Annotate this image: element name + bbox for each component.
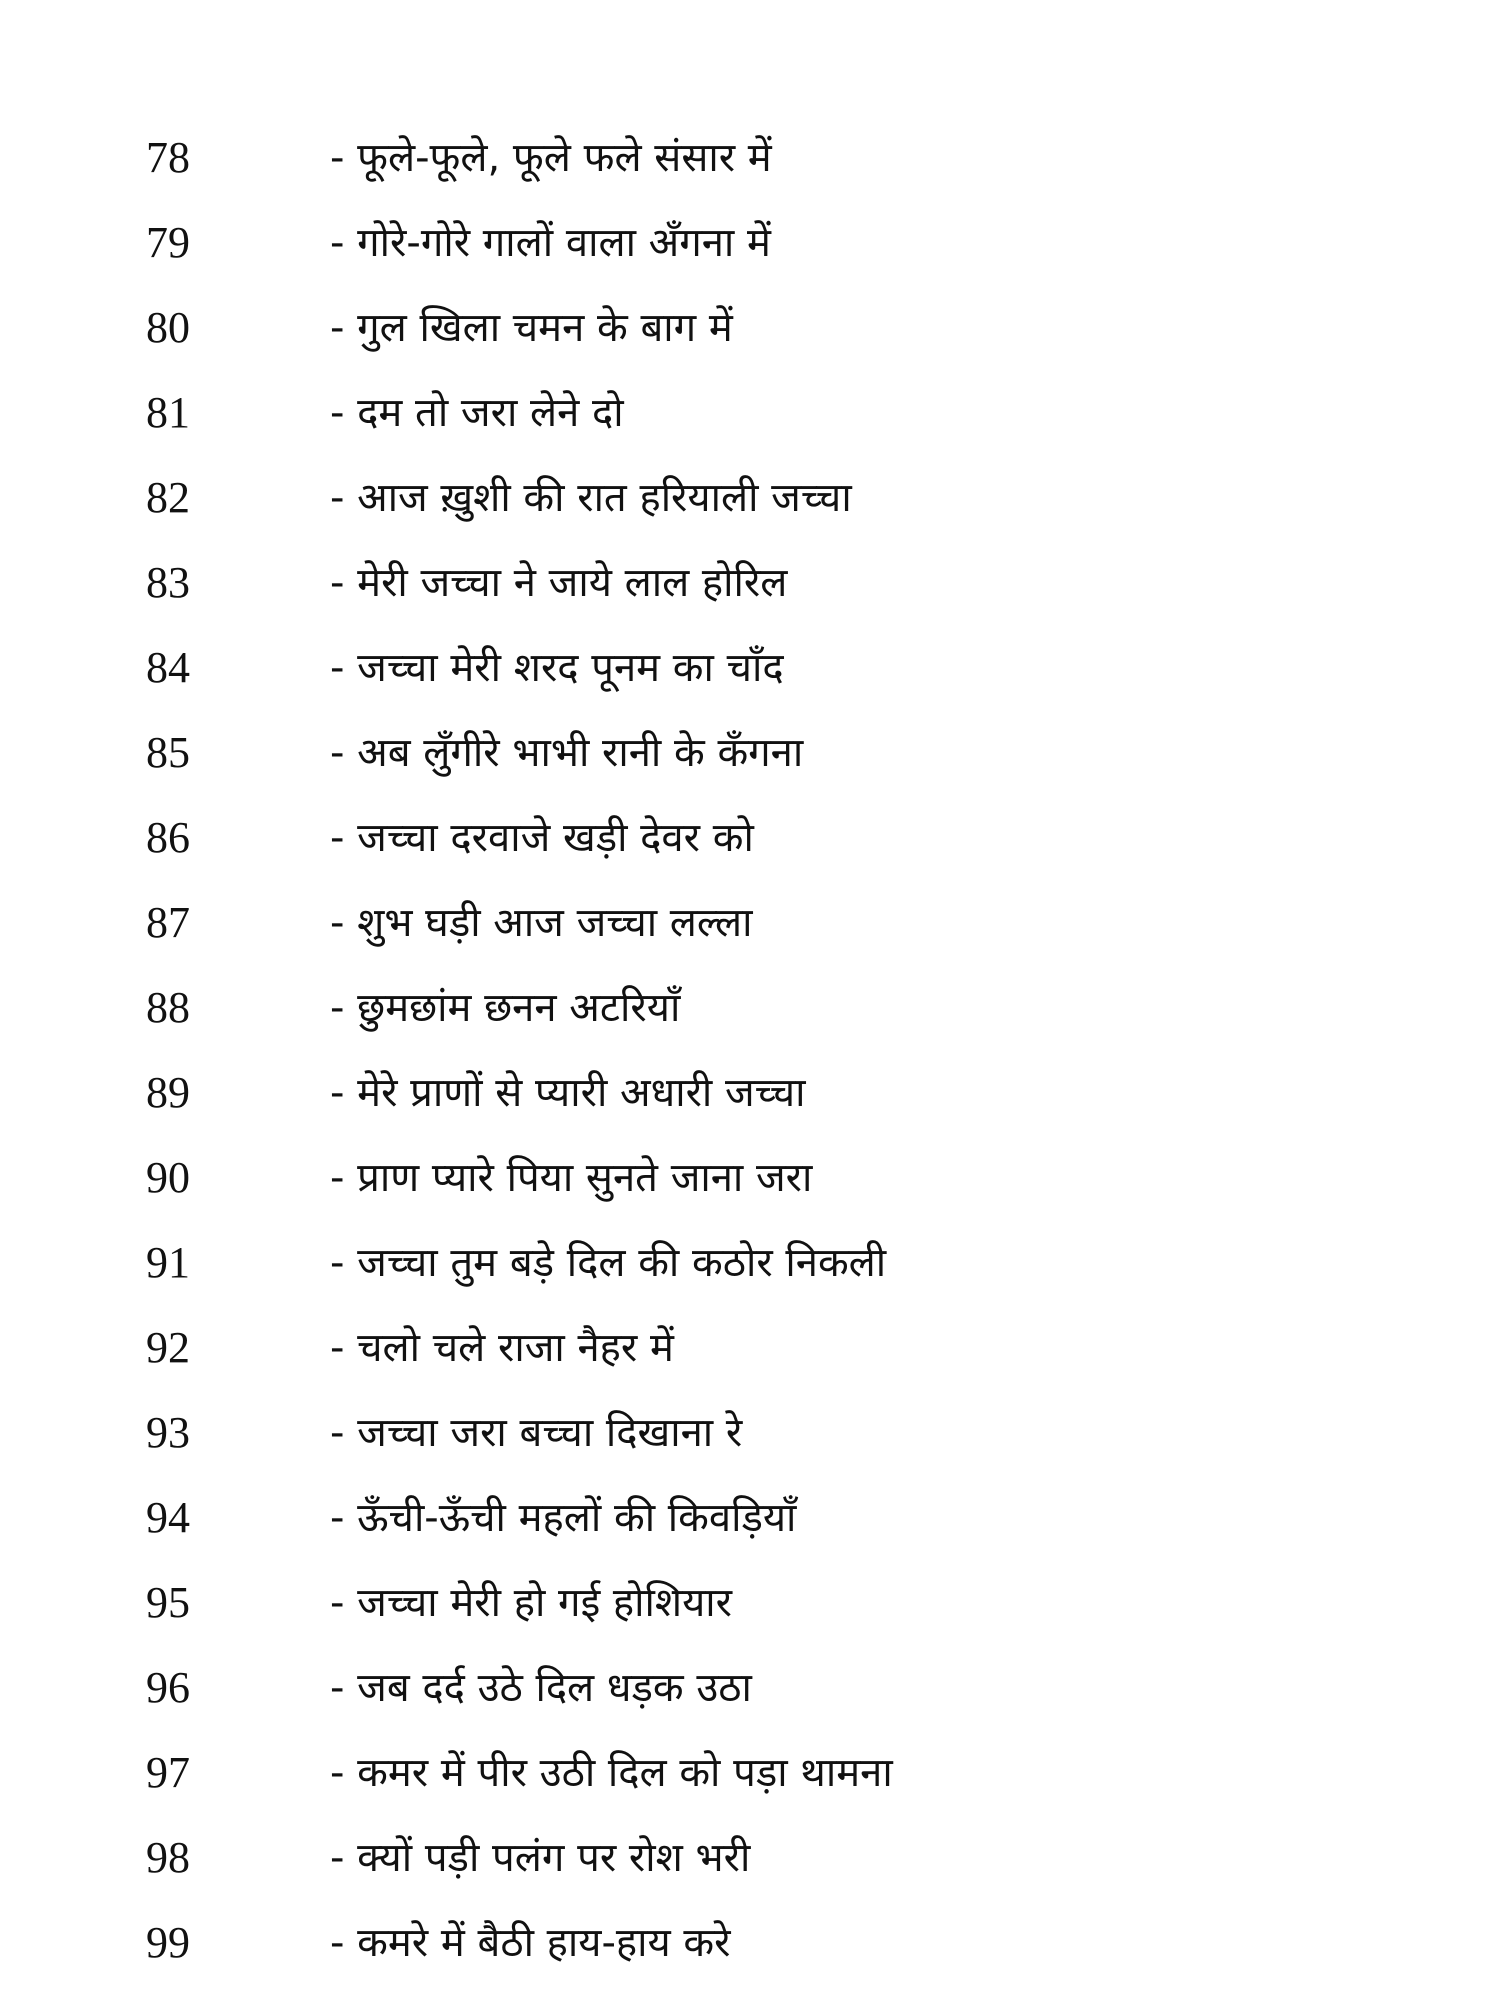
list-item xyxy=(0,1063,1500,1148)
list-item xyxy=(0,1148,1500,1233)
list-item xyxy=(0,723,1500,808)
list-item xyxy=(0,978,1500,1063)
list-item xyxy=(0,808,1500,893)
item-number: 89 xyxy=(146,1068,190,1117)
item-number: 88 xyxy=(146,983,190,1032)
item-number: 79 xyxy=(146,218,190,267)
item-title: - जच्चा जरा बच्चा दिखाना रे xyxy=(330,1410,743,1456)
item-number: 99 xyxy=(146,1918,190,1967)
list-item xyxy=(0,893,1500,978)
song-index-list xyxy=(0,128,1500,1998)
item-number: 82 xyxy=(146,473,190,522)
item-title: - ऊँची-ऊँची महलों की किवड़ियाँ xyxy=(330,1495,797,1541)
item-title: - जच्चा मेरी हो गई होशियार xyxy=(330,1580,733,1626)
item-number: 97 xyxy=(146,1748,190,1797)
item-title: - क्यों पड़ी पलंग पर रोश भरी xyxy=(330,1835,751,1881)
item-number: 85 xyxy=(146,728,190,777)
item-title: - कमरे में बैठी हाय-हाय करे xyxy=(330,1920,731,1966)
item-number: 92 xyxy=(146,1323,190,1372)
list-item xyxy=(0,638,1500,723)
item-title: - फूले-फूले, फूले फले संसार में xyxy=(330,135,772,181)
list-item xyxy=(0,1573,1500,1658)
list-item xyxy=(0,1488,1500,1573)
item-number: 93 xyxy=(146,1408,190,1457)
item-title: - दम तो जरा लेने दो xyxy=(330,390,624,436)
list-item xyxy=(0,298,1500,383)
list-item xyxy=(0,1403,1500,1488)
item-title: - कमर में पीर उठी दिल को पड़ा थामना xyxy=(330,1750,893,1796)
item-title: - छुमछांम छनन अटरियाँ xyxy=(330,985,681,1031)
item-number: 96 xyxy=(146,1663,190,1712)
item-number: 84 xyxy=(146,643,190,692)
list-item xyxy=(0,213,1500,298)
list-item xyxy=(0,468,1500,553)
item-number: 83 xyxy=(146,558,190,607)
item-title: - शुभ घड़ी आज जच्चा लल्ला xyxy=(330,900,753,946)
item-title: - चलो चले राजा नैहर में xyxy=(330,1325,674,1371)
list-item xyxy=(0,383,1500,468)
item-title: - गोरे-गोरे गालों वाला अँगना में xyxy=(330,220,771,266)
item-title: - गुल खिला चमन के बाग में xyxy=(330,305,733,351)
item-title: - जच्चा दरवाजे खड़ी देवर को xyxy=(330,815,754,861)
item-number: 86 xyxy=(146,813,190,862)
list-item xyxy=(0,553,1500,638)
item-number: 81 xyxy=(146,388,190,437)
item-number: 80 xyxy=(146,303,190,352)
item-title: - प्राण प्यारे पिया सुनते जाना जरा xyxy=(330,1155,813,1201)
list-item xyxy=(0,1828,1500,1913)
item-title: - जच्चा मेरी शरद पूनम का चाँद xyxy=(330,645,784,691)
item-number: 98 xyxy=(146,1833,190,1882)
list-item xyxy=(0,1318,1500,1403)
list-item xyxy=(0,128,1500,213)
item-title: - मेरी जच्चा ने जाये लाल होरिल xyxy=(330,560,788,606)
item-title: - जब दर्द उठे दिल धड़क उठा xyxy=(330,1665,752,1711)
list-item xyxy=(0,1913,1500,1998)
item-number: 91 xyxy=(146,1238,190,1287)
item-title: - आज ख़ुशी की रात हरियाली जच्चा xyxy=(330,475,852,521)
item-title: - जच्चा तुम बड़े दिल की कठोर निकली xyxy=(330,1240,887,1286)
item-number: 90 xyxy=(146,1153,190,1202)
list-item xyxy=(0,1658,1500,1743)
item-number: 95 xyxy=(146,1578,190,1627)
item-title: - मेरे प्राणों से प्यारी अधारी जच्चा xyxy=(330,1070,806,1116)
item-number: 78 xyxy=(146,133,190,182)
item-number: 94 xyxy=(146,1493,190,1542)
list-item xyxy=(0,1233,1500,1318)
item-number: 87 xyxy=(146,898,190,947)
list-item xyxy=(0,1743,1500,1828)
item-title: - अब लुँगीरे भाभी रानी के कँगना xyxy=(330,730,804,776)
